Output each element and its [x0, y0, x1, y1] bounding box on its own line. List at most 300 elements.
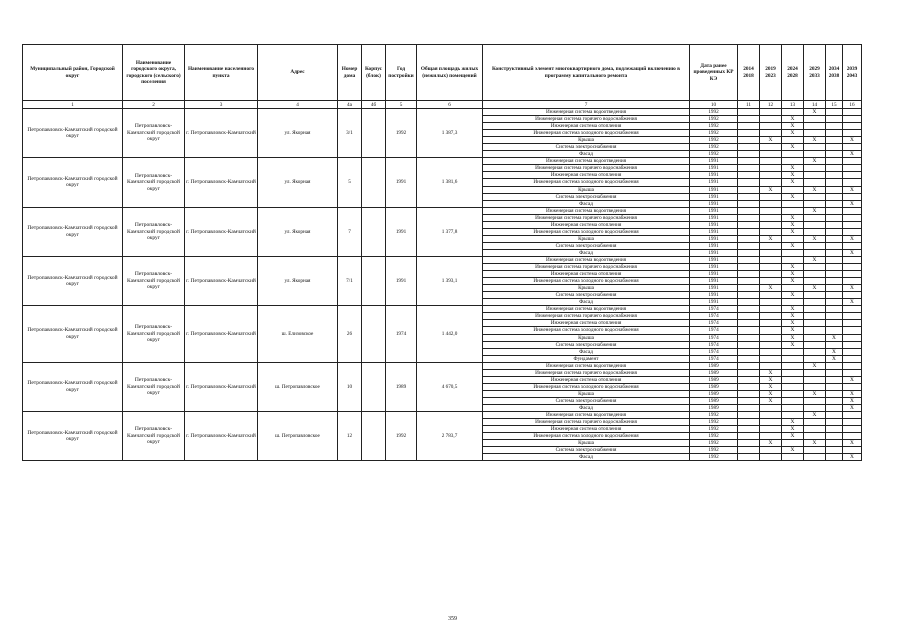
column-number: 1 — [23, 101, 123, 109]
header-period: 2014 2018 — [738, 45, 760, 101]
column-number: 6 — [417, 101, 483, 109]
building-cell — [362, 109, 386, 158]
area-cell: 1 381,6 — [417, 158, 483, 207]
prev-date-cell: 1991 — [690, 264, 738, 271]
header-municipal: Муниципальный район, Городской округ — [23, 45, 123, 101]
element-name-cell: Инженерная система холодного водоснабжения — [483, 130, 690, 137]
element-name-cell: Инженерная система отопления — [483, 271, 690, 278]
period-mark-cell — [804, 320, 826, 327]
period-mark-cell — [826, 207, 843, 214]
prev-date-cell: 1989 — [690, 383, 738, 390]
period-mark-cell — [782, 186, 804, 193]
period-mark-cell — [826, 369, 843, 376]
period-mark-cell — [826, 447, 843, 454]
period-mark-cell — [738, 306, 760, 313]
element-name-cell: Инженерная система отопления — [483, 123, 690, 130]
element-name-cell: Инженерная система горячего водоснабжения — [483, 369, 690, 376]
period-mark-cell — [826, 137, 843, 144]
element-name-cell: Инженерная система водоотведения — [483, 362, 690, 369]
house-number-cell: 10 — [338, 362, 362, 411]
period-mark-cell — [804, 278, 826, 285]
element-name-cell: Крыша — [483, 285, 690, 292]
period-mark-cell: X — [782, 144, 804, 151]
period-mark-cell — [738, 130, 760, 137]
building-cell — [362, 207, 386, 256]
period-mark-cell: X — [782, 433, 804, 440]
header-period: 2039 2043 — [843, 45, 862, 101]
prev-date-cell: 1989 — [690, 369, 738, 376]
area-cell: 1 393,1 — [417, 256, 483, 305]
building-cell — [362, 256, 386, 305]
period-mark-cell — [760, 116, 782, 123]
period-mark-cell — [804, 383, 826, 390]
period-mark-cell — [760, 249, 782, 256]
period-mark-cell: X — [782, 172, 804, 179]
period-mark-cell — [843, 348, 862, 355]
period-mark-cell — [843, 242, 862, 249]
period-mark-cell — [782, 158, 804, 165]
period-mark-cell: X — [782, 271, 804, 278]
period-mark-cell — [804, 426, 826, 433]
period-mark-cell — [760, 292, 782, 299]
prev-date-cell: 1991 — [690, 242, 738, 249]
period-mark-cell — [782, 299, 804, 306]
prev-date-cell: 1991 — [690, 221, 738, 228]
column-number: 2 — [123, 101, 185, 109]
period-mark-cell — [760, 271, 782, 278]
period-mark-cell — [782, 412, 804, 419]
building-cell — [362, 158, 386, 207]
period-mark-cell — [843, 419, 862, 426]
table-row — [23, 362, 862, 369]
period-mark-cell — [826, 299, 843, 306]
prev-date-cell: 1989 — [690, 404, 738, 411]
prev-date-cell: 1992 — [690, 116, 738, 123]
period-mark-cell: X — [782, 116, 804, 123]
element-name-cell: Инженерная система отопления — [483, 376, 690, 383]
period-mark-cell — [826, 327, 843, 334]
period-mark-cell: X — [804, 137, 826, 144]
period-mark-cell — [843, 228, 862, 235]
period-mark-cell — [738, 200, 760, 207]
column-number: 14 — [804, 101, 826, 109]
built-year-cell: 1992 — [386, 109, 417, 158]
element-name-cell: Инженерная система отопления — [483, 172, 690, 179]
prev-date-cell: 1974 — [690, 320, 738, 327]
period-mark-cell — [804, 172, 826, 179]
header-prev-date: Дата ранее проведенных КР КЭ — [690, 45, 738, 101]
period-mark-cell: X — [826, 348, 843, 355]
built-year-cell: 1974 — [386, 306, 417, 362]
period-mark-cell — [826, 158, 843, 165]
period-mark-cell — [782, 390, 804, 397]
period-mark-cell — [843, 334, 862, 341]
address-cell: ул. Якорная — [258, 158, 338, 207]
period-mark-cell — [826, 390, 843, 397]
prev-date-cell: 1991 — [690, 235, 738, 242]
period-mark-cell: X — [804, 440, 826, 447]
house-number-cell: 26 — [338, 306, 362, 362]
element-name-cell: Инженерная система водоотведения — [483, 306, 690, 313]
period-mark-cell — [804, 123, 826, 130]
municipal-cell: Петропавловск-Камчатский городской округ — [23, 158, 123, 207]
period-mark-cell — [738, 221, 760, 228]
period-mark-cell — [843, 383, 862, 390]
element-name-cell: Инженерная система холодного водоснабжения — [483, 433, 690, 440]
settlement-cell: Петропавловск-Камчатский городской округ — [123, 412, 185, 461]
prev-date-cell: 1992 — [690, 130, 738, 137]
period-mark-cell: X — [782, 228, 804, 235]
element-name-cell: Система электроснабжения — [483, 341, 690, 348]
header-house-number: Номер дома — [338, 45, 362, 101]
period-mark-cell — [826, 433, 843, 440]
period-mark-cell: X — [782, 334, 804, 341]
period-mark-cell: X — [782, 292, 804, 299]
period-mark-cell — [826, 200, 843, 207]
period-mark-cell — [843, 327, 862, 334]
period-mark-cell — [738, 242, 760, 249]
period-mark-cell — [826, 172, 843, 179]
prev-date-cell: 1992 — [690, 137, 738, 144]
column-number: 4а — [338, 101, 362, 109]
element-name-cell: Система электроснабжения — [483, 242, 690, 249]
period-mark-cell — [738, 109, 760, 116]
period-mark-cell — [738, 235, 760, 242]
period-mark-cell: X — [843, 376, 862, 383]
period-mark-cell — [804, 327, 826, 334]
period-mark-cell — [826, 242, 843, 249]
period-mark-cell — [826, 412, 843, 419]
period-mark-cell — [826, 320, 843, 327]
period-mark-cell — [826, 214, 843, 221]
period-mark-cell — [782, 362, 804, 369]
period-mark-cell — [782, 109, 804, 116]
area-cell: 1 387,3 — [417, 109, 483, 158]
period-mark-cell: X — [843, 404, 862, 411]
period-mark-cell — [760, 348, 782, 355]
period-mark-cell — [804, 306, 826, 313]
period-mark-cell: X — [843, 200, 862, 207]
period-mark-cell: X — [782, 313, 804, 320]
period-mark-cell — [843, 207, 862, 214]
table-body — [23, 109, 862, 461]
period-mark-cell — [760, 193, 782, 200]
period-mark-cell — [760, 454, 782, 461]
period-mark-cell: X — [760, 186, 782, 193]
prev-date-cell: 1991 — [690, 292, 738, 299]
period-mark-cell — [782, 454, 804, 461]
period-mark-cell: X — [804, 362, 826, 369]
period-mark-cell — [738, 412, 760, 419]
element-name-cell: Инженерная система горячего водоснабжения — [483, 419, 690, 426]
prev-date-cell: 1992 — [690, 144, 738, 151]
period-mark-cell — [738, 214, 760, 221]
period-mark-cell — [738, 151, 760, 158]
period-mark-cell — [804, 116, 826, 123]
period-mark-cell — [843, 144, 862, 151]
period-mark-cell: X — [782, 327, 804, 334]
period-mark-cell — [804, 193, 826, 200]
period-mark-cell — [760, 207, 782, 214]
period-mark-cell — [843, 369, 862, 376]
period-mark-cell: X — [782, 426, 804, 433]
table-row — [23, 306, 862, 313]
element-name-cell: Инженерная система горячего водоснабжения — [483, 313, 690, 320]
period-mark-cell — [804, 249, 826, 256]
period-mark-cell — [782, 235, 804, 242]
period-mark-cell — [804, 299, 826, 306]
period-mark-cell — [760, 426, 782, 433]
period-mark-cell — [804, 214, 826, 221]
element-name-cell: Инженерная система горячего водоснабжения — [483, 264, 690, 271]
period-mark-cell: X — [804, 390, 826, 397]
period-mark-cell — [826, 228, 843, 235]
prev-date-cell: 1992 — [690, 412, 738, 419]
building-cell — [362, 412, 386, 461]
address-cell: ш. Елизовское — [258, 306, 338, 362]
period-mark-cell — [826, 186, 843, 193]
prev-date-cell: 1974 — [690, 327, 738, 334]
period-mark-cell: X — [760, 390, 782, 397]
prev-date-cell: 1974 — [690, 313, 738, 320]
period-mark-cell — [843, 341, 862, 348]
period-mark-cell — [843, 179, 862, 186]
area-cell: 1 442,0 — [417, 306, 483, 362]
column-number: 16 — [843, 101, 862, 109]
period-mark-cell — [738, 299, 760, 306]
period-mark-cell — [843, 320, 862, 327]
built-year-cell: 1992 — [386, 412, 417, 461]
element-name-cell: Система электроснабжения — [483, 144, 690, 151]
period-mark-cell — [826, 271, 843, 278]
prev-date-cell: 1991 — [690, 278, 738, 285]
column-number: 5 — [386, 101, 417, 109]
period-mark-cell — [738, 348, 760, 355]
period-mark-cell — [826, 292, 843, 299]
column-number: 7 — [483, 101, 690, 109]
period-mark-cell — [760, 362, 782, 369]
period-mark-cell — [738, 271, 760, 278]
house-number-cell: 12 — [338, 412, 362, 461]
period-mark-cell — [760, 278, 782, 285]
period-mark-cell — [843, 306, 862, 313]
period-mark-cell — [738, 440, 760, 447]
period-mark-cell: X — [804, 256, 826, 263]
prev-date-cell: 1992 — [690, 419, 738, 426]
prev-date-cell: 1991 — [690, 299, 738, 306]
period-mark-cell — [826, 249, 843, 256]
period-mark-cell — [843, 412, 862, 419]
house-number-cell: 7 — [338, 207, 362, 256]
period-mark-cell — [843, 278, 862, 285]
prev-date-cell: 1991 — [690, 179, 738, 186]
period-mark-cell — [843, 158, 862, 165]
period-mark-cell: X — [804, 207, 826, 214]
built-year-cell: 1991 — [386, 207, 417, 256]
prev-date-cell: 1989 — [690, 362, 738, 369]
address-cell: ул. Якорная — [258, 256, 338, 305]
period-mark-cell — [760, 130, 782, 137]
period-mark-cell — [782, 369, 804, 376]
period-mark-cell — [843, 116, 862, 123]
table-header — [23, 45, 862, 109]
settlement-cell: Петропавловск-Камчатский городской округ — [123, 306, 185, 362]
period-mark-cell — [843, 355, 862, 362]
municipal-cell: Петропавловск-Камчатский городской округ — [23, 207, 123, 256]
locality-cell: г. Петропавловск-Камчатский — [185, 158, 258, 207]
element-name-cell: Инженерная система водоотведения — [483, 109, 690, 116]
period-mark-cell — [826, 123, 843, 130]
period-mark-cell — [760, 412, 782, 419]
element-name-cell: Фасад — [483, 404, 690, 411]
prev-date-cell: 1992 — [690, 440, 738, 447]
table-row — [23, 256, 862, 263]
element-name-cell: Система электроснабжения — [483, 193, 690, 200]
period-mark-cell — [738, 158, 760, 165]
column-number: 4б — [362, 101, 386, 109]
area-cell: 4 670,5 — [417, 362, 483, 411]
period-mark-cell — [804, 165, 826, 172]
column-number-row — [23, 101, 862, 109]
period-mark-cell — [782, 355, 804, 362]
period-mark-cell — [804, 376, 826, 383]
header-period: 2029 2033 — [804, 45, 826, 101]
column-number: 10 — [690, 101, 738, 109]
period-mark-cell — [826, 256, 843, 263]
period-mark-cell — [738, 165, 760, 172]
period-mark-cell: X — [782, 165, 804, 172]
period-mark-cell — [760, 299, 782, 306]
period-mark-cell — [826, 404, 843, 411]
prev-date-cell: 1991 — [690, 193, 738, 200]
column-number: 4 — [258, 101, 338, 109]
element-name-cell: Инженерная система водоотведения — [483, 158, 690, 165]
prev-date-cell: 1992 — [690, 454, 738, 461]
prev-date-cell: 1991 — [690, 158, 738, 165]
period-mark-cell — [738, 320, 760, 327]
period-mark-cell — [738, 292, 760, 299]
period-mark-cell — [804, 348, 826, 355]
period-mark-cell — [738, 426, 760, 433]
period-mark-cell — [760, 242, 782, 249]
period-mark-cell — [826, 278, 843, 285]
period-mark-cell — [760, 404, 782, 411]
period-mark-cell — [843, 433, 862, 440]
municipal-cell: Петропавловск-Камчатский городской округ — [23, 362, 123, 411]
period-mark-cell — [804, 433, 826, 440]
period-mark-cell — [843, 292, 862, 299]
period-mark-cell — [826, 151, 843, 158]
period-mark-cell — [826, 341, 843, 348]
period-mark-cell — [804, 334, 826, 341]
period-mark-cell: X — [804, 412, 826, 419]
period-mark-cell — [782, 200, 804, 207]
area-cell: 1 377,8 — [417, 207, 483, 256]
header-built-year: Год постройки — [386, 45, 417, 101]
period-mark-cell — [804, 355, 826, 362]
period-mark-cell — [843, 426, 862, 433]
element-name-cell: Система электроснабжения — [483, 292, 690, 299]
period-mark-cell — [826, 376, 843, 383]
period-mark-cell: X — [782, 278, 804, 285]
period-mark-cell — [738, 256, 760, 263]
period-mark-cell — [804, 292, 826, 299]
element-name-cell: Фасад — [483, 151, 690, 158]
period-mark-cell — [738, 419, 760, 426]
period-mark-cell — [843, 447, 862, 454]
period-mark-cell — [760, 165, 782, 172]
period-mark-cell — [804, 200, 826, 207]
period-mark-cell: X — [843, 454, 862, 461]
period-mark-cell — [760, 256, 782, 263]
period-mark-cell — [760, 433, 782, 440]
period-mark-cell — [760, 313, 782, 320]
period-mark-cell — [738, 433, 760, 440]
built-year-cell: 1991 — [386, 256, 417, 305]
locality-cell: г. Петропавловск-Камчатский — [185, 362, 258, 411]
period-mark-cell — [738, 327, 760, 334]
element-name-cell: Крыша — [483, 334, 690, 341]
period-mark-cell — [782, 404, 804, 411]
period-mark-cell: X — [826, 334, 843, 341]
period-mark-cell — [826, 313, 843, 320]
element-name-cell: Крыша — [483, 390, 690, 397]
building-cell — [362, 362, 386, 411]
period-mark-cell: X — [843, 285, 862, 292]
period-mark-cell — [843, 271, 862, 278]
element-name-cell: Инженерная система водоотведения — [483, 256, 690, 263]
period-mark-cell — [782, 249, 804, 256]
period-mark-cell — [843, 256, 862, 263]
period-mark-cell — [826, 165, 843, 172]
period-mark-cell — [738, 179, 760, 186]
period-mark-cell — [738, 334, 760, 341]
period-mark-cell — [843, 264, 862, 271]
period-mark-cell: X — [782, 123, 804, 130]
header-period: 2019 2023 — [760, 45, 782, 101]
header-area: Общая площадь жилых (нежилых) помещений — [417, 45, 483, 101]
period-mark-cell — [760, 264, 782, 271]
period-mark-cell — [738, 193, 760, 200]
prev-date-cell: 1991 — [690, 186, 738, 193]
period-mark-cell — [804, 264, 826, 271]
element-name-cell: Инженерная система горячего водоснабжения — [483, 165, 690, 172]
prev-date-cell: 1989 — [690, 397, 738, 404]
period-mark-cell — [843, 214, 862, 221]
period-mark-cell — [738, 313, 760, 320]
period-mark-cell — [804, 130, 826, 137]
period-mark-cell — [826, 116, 843, 123]
period-mark-cell — [760, 172, 782, 179]
address-cell: ул. Якорная — [258, 207, 338, 256]
period-mark-cell — [826, 109, 843, 116]
locality-cell: г. Петропавловск-Камчатский — [185, 109, 258, 158]
period-mark-cell — [826, 235, 843, 242]
area-cell: 2 783,7 — [417, 412, 483, 461]
header-locality: Наименование населенного пункта — [185, 45, 258, 101]
period-mark-cell — [804, 369, 826, 376]
header-address: Адрес — [258, 45, 338, 101]
period-mark-cell — [804, 221, 826, 228]
house-number-cell: 3/1 — [338, 109, 362, 158]
settlement-cell: Петропавловск-Камчатский городской округ — [123, 256, 185, 305]
element-name-cell: Фасад — [483, 200, 690, 207]
element-name-cell: Инженерная система холодного водоснабжения — [483, 228, 690, 235]
period-mark-cell: X — [782, 341, 804, 348]
prev-date-cell: 1992 — [690, 426, 738, 433]
period-mark-cell — [804, 242, 826, 249]
element-name-cell: Фасад — [483, 249, 690, 256]
